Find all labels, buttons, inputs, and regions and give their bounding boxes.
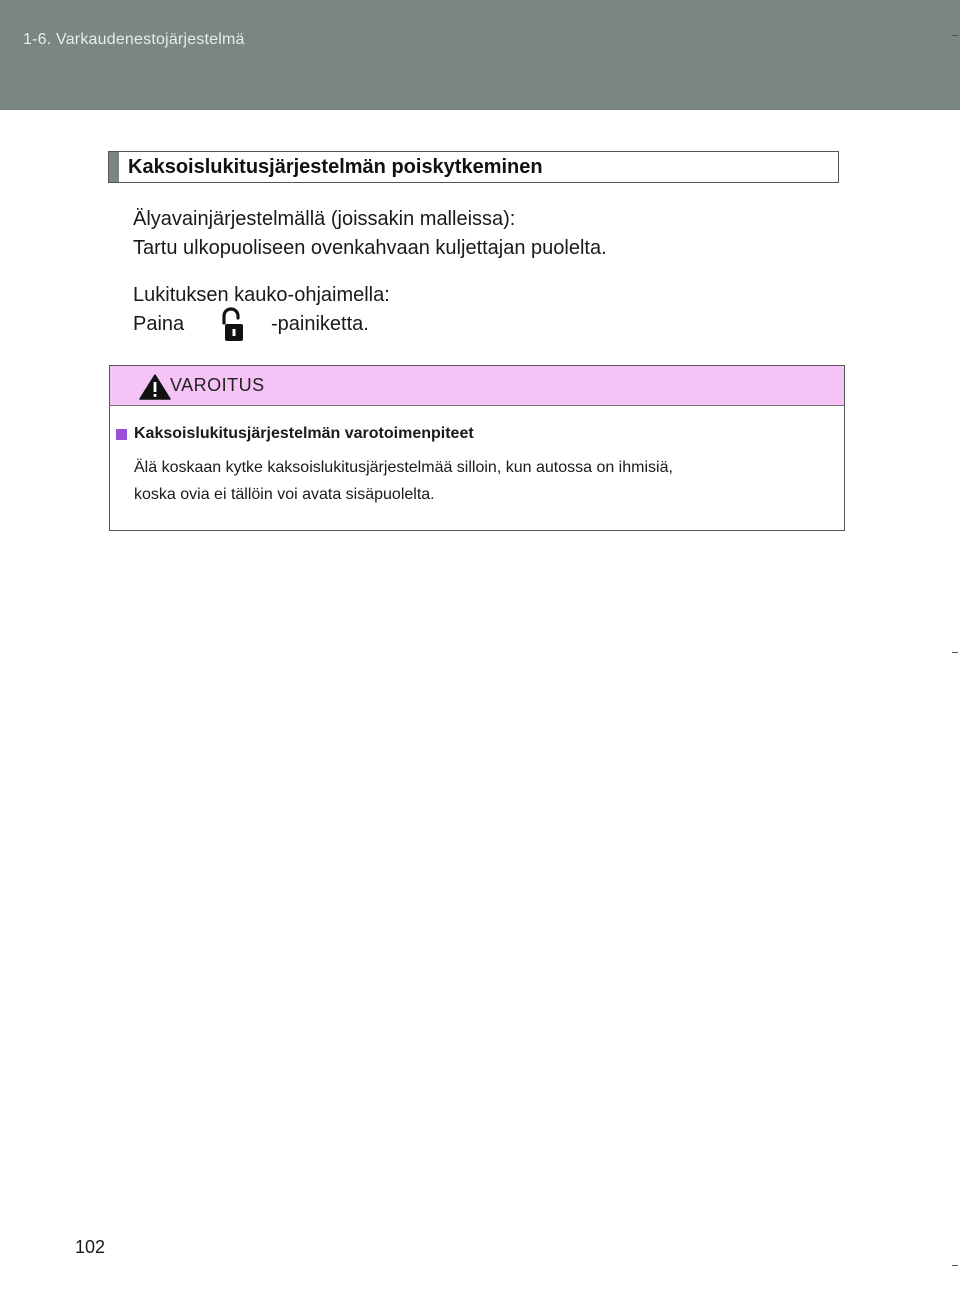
heading-accent-bar: [109, 152, 119, 182]
section-heading: [108, 151, 839, 183]
page-number: 102: [75, 1237, 106, 1257]
press-suffix: -painiketta.: [271, 313, 369, 335]
unlock-icon: [217, 306, 247, 346]
warning-title: VAROITUS: [170, 375, 265, 395]
chapter-title: 1-6. Varkaudenestojärjestelmä: [23, 31, 245, 48]
crop-mark: [952, 1265, 958, 1266]
press-prefix: Paina: [133, 313, 185, 335]
warning-text-line: Älä koskaan kytke kaksoislukitusjärjestelmää silloin, kun autossa on ihmisiä,: [134, 459, 673, 476]
header-band: [0, 0, 960, 110]
smart-key-label: Älyavainjärjestelmällä (joissakin malleissa):: [133, 208, 516, 230]
warning-subtitle: Kaksoislukitusjärjestelmän varotoimenpiteet: [134, 425, 474, 442]
warning-box: [109, 365, 845, 531]
crop-mark: [952, 35, 958, 36]
warning-text-line: koska ovia ei tällöin voi avata sisäpuolelta.: [134, 486, 435, 503]
warning-triangle-icon: [138, 373, 172, 401]
bullet-square-icon: [116, 429, 127, 440]
smart-key-instruction: Tartu ulkopuoliseen ovenkahvaan kuljettajan puolelta.: [133, 237, 607, 259]
crop-mark: [952, 652, 958, 653]
remote-label: Lukituksen kauko-ohjaimella:: [133, 284, 390, 306]
section-heading-text: Kaksoislukitusjärjestelmän poiskytkeminen: [128, 156, 543, 178]
warning-header: [110, 366, 844, 406]
